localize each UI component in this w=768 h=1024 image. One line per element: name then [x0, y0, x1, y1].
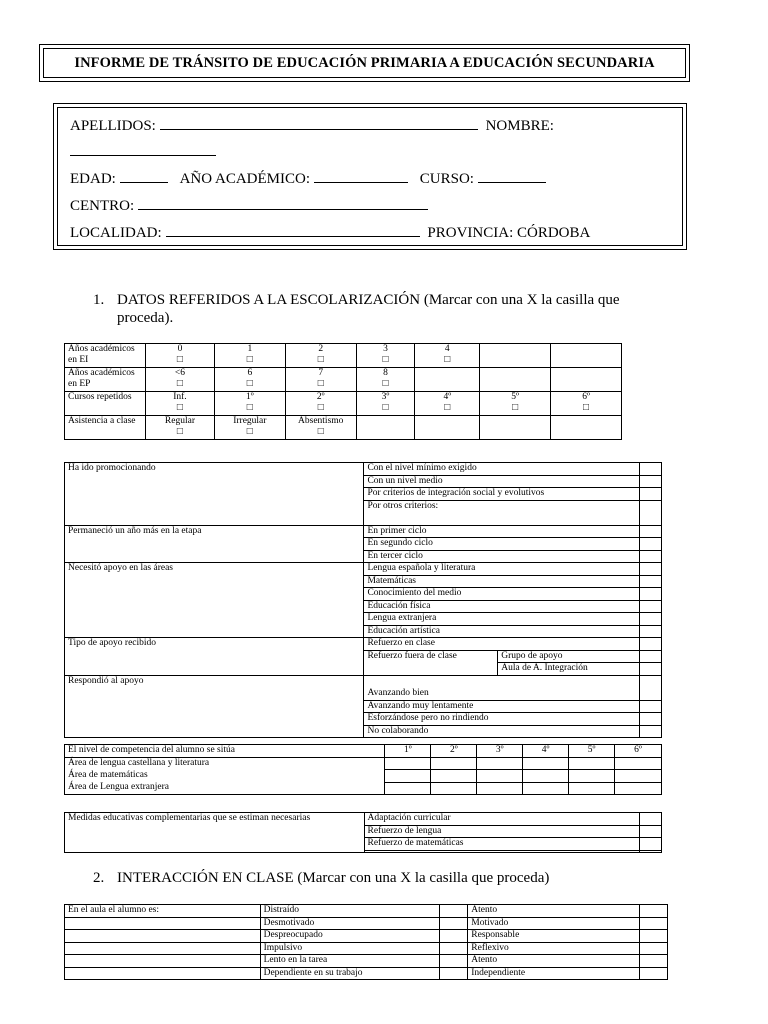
mark-cell[interactable]: [640, 538, 662, 551]
edad-label: EDAD:: [70, 171, 116, 187]
mark-cell[interactable]: [640, 838, 662, 851]
option-label: Por otros criterios:: [364, 500, 640, 513]
tipo-apoyo-label: Tipo de apoyo recibido: [65, 638, 364, 676]
option-label: Lento en la tarea: [260, 955, 440, 968]
mark-cell[interactable]: [385, 770, 431, 783]
mark-cell[interactable]: [640, 488, 662, 501]
localidad-row: [70, 222, 590, 242]
mark-cell[interactable]: [640, 563, 662, 576]
level-header: 4º: [523, 745, 569, 758]
mark-cell[interactable]: [640, 638, 662, 651]
ano-academico-field[interactable]: [314, 168, 408, 183]
mark-cell[interactable]: [640, 942, 668, 955]
checkbox[interactable]: □: [317, 378, 324, 389]
mark-cell[interactable]: [640, 955, 668, 968]
option-label: No colaborando: [364, 725, 640, 738]
checkbox[interactable]: □: [246, 354, 253, 365]
mark-cell[interactable]: [523, 782, 569, 795]
level-header: 1º: [385, 745, 431, 758]
option-label: Avanzando muy lentamente: [364, 700, 640, 713]
ha-ido-label: Ha ido promocionando: [65, 463, 364, 526]
mark-cell[interactable]: [640, 463, 662, 476]
mark-cell[interactable]: [640, 500, 662, 513]
respondio-label: Respondió al apoyo: [65, 675, 364, 738]
centro-row: [70, 195, 432, 215]
promotion-table: [64, 462, 662, 738]
mark-cell[interactable]: [569, 757, 615, 770]
mark-cell[interactable]: [640, 967, 668, 980]
curso-label: CURSO:: [419, 171, 474, 187]
mark-cell[interactable]: [640, 905, 668, 918]
mark-cell[interactable]: [440, 942, 468, 955]
checkbox[interactable]: □: [444, 402, 451, 413]
level-header: 3º: [477, 745, 523, 758]
area-label: Área de Lengua extranjera: [65, 782, 385, 795]
anos-ei-label: Años académicos en EI: [65, 344, 146, 368]
ano-academico-label: AÑO ACADÉMICO:: [179, 171, 311, 187]
mark-cell[interactable]: [640, 713, 662, 726]
mark-cell[interactable]: [477, 757, 523, 770]
edad-row: [70, 168, 550, 188]
option-label: Desmotivado: [260, 917, 440, 930]
checkbox[interactable]: □: [176, 402, 183, 413]
nombre-field-row: [70, 141, 220, 161]
mark-cell[interactable]: [440, 930, 468, 943]
option-label: Despreocupado: [260, 930, 440, 943]
option-label: Adaptación curricular: [364, 813, 640, 826]
mark-cell[interactable]: [569, 770, 615, 783]
provincia-label: PROVINCIA: CÓRDOBA: [427, 225, 591, 241]
mark-cell[interactable]: [615, 770, 662, 783]
interaction-table: [64, 904, 668, 980]
schooling-table: Años académicos en EI 0 □ 1 □ 2 □ 3 □ 4 □ Años académicos en EP <6 □ 6 □ 7 □ 8 □ Cursos repetidos Inf. □ 1º □ 2º □ 3º □ 4º □ 5º □ 6º □ Asistencia a clase Regular □ Irregular □ Absentismo □: [64, 343, 622, 440]
area-label: Área de matemáticas: [65, 770, 385, 783]
mark-cell[interactable]: [640, 650, 662, 663]
option-label: Educación física: [364, 600, 640, 613]
level-header: 2º: [431, 745, 477, 758]
option-label: Reflexivo: [468, 942, 640, 955]
mark-cell[interactable]: [640, 663, 662, 676]
option-label: Refuerzo de lengua: [364, 825, 640, 838]
mark-cell[interactable]: [640, 688, 662, 701]
cursos-repetidos-label: Cursos repetidos: [65, 392, 146, 416]
option-label: En primer ciclo: [364, 525, 640, 538]
mark-cell[interactable]: [640, 575, 662, 588]
checkbox[interactable]: □: [176, 354, 183, 365]
title-box: [39, 44, 690, 82]
mark-cell[interactable]: [640, 625, 662, 638]
mark-cell[interactable]: [640, 613, 662, 626]
level-header: 5º: [569, 745, 615, 758]
localidad-label: LOCALIDAD:: [70, 225, 162, 241]
nombre-label: NOMBRE:: [485, 118, 554, 134]
mark-cell[interactable]: [440, 905, 468, 918]
option-label: Conocimiento del medio: [364, 588, 640, 601]
option-label: Dependiente en su trabajo: [260, 967, 440, 980]
mark-cell[interactable]: [640, 825, 662, 838]
option-label: Distraído: [260, 905, 440, 918]
mark-cell[interactable]: [640, 725, 662, 738]
option-label: Motivado: [468, 917, 640, 930]
mark-cell[interactable]: [477, 782, 523, 795]
checkbox[interactable]: □: [246, 402, 253, 413]
option-label: Lengua extranjera: [364, 613, 640, 626]
mark-cell[interactable]: [615, 782, 662, 795]
anos-ep-label: Años académicos en EP: [65, 368, 146, 392]
competence-table: [64, 744, 662, 795]
mark-cell[interactable]: [431, 770, 477, 783]
mark-cell[interactable]: [640, 525, 662, 538]
page-title: INFORME DE TRÁNSITO DE EDUCACIÓN PRIMARIA A EDUCACIÓN SECUNDARIA: [43, 48, 686, 78]
checkbox[interactable]: □: [382, 354, 389, 365]
option-label: Atento: [468, 905, 640, 918]
option-label: Atento: [468, 955, 640, 968]
edad-field[interactable]: [120, 168, 168, 183]
mark-cell[interactable]: [385, 757, 431, 770]
apellidos-label: APELLIDOS:: [70, 118, 156, 134]
identification-box: [53, 103, 687, 250]
option-label: Por criterios de integración social y evolutivos: [364, 488, 640, 501]
measures-table: [64, 812, 662, 853]
option-label: Lengua española y literatura: [364, 563, 640, 576]
option-label: Matemáticas: [364, 575, 640, 588]
level-header: 6º: [615, 745, 662, 758]
option-label: Refuerzo de matemáticas: [364, 838, 640, 851]
mark-cell[interactable]: [640, 600, 662, 613]
checkbox[interactable]: □: [246, 378, 253, 389]
apellidos-field[interactable]: [160, 115, 478, 130]
checkbox[interactable]: □: [382, 378, 389, 389]
option-label: Con el nivel mínimo exigido: [364, 463, 640, 476]
mark-cell[interactable]: [640, 588, 662, 601]
mark-cell[interactable]: [640, 813, 662, 826]
interaction-label: En el aula el alumno es:: [65, 905, 261, 918]
nombre-field[interactable]: [70, 141, 216, 156]
checkbox[interactable]: □: [246, 426, 253, 437]
mark-cell[interactable]: [440, 917, 468, 930]
area-label: Área de lengua castellana y literatura: [65, 757, 385, 770]
measures-label: Medidas educativas complementarias que se estiman necesarias: [65, 813, 365, 853]
asistencia-label: Asistencia a clase: [65, 416, 146, 440]
centro-field[interactable]: [138, 195, 428, 210]
checkbox[interactable]: □: [176, 378, 183, 389]
option-label: Con un nivel medio: [364, 475, 640, 488]
checkbox[interactable]: □: [176, 426, 183, 437]
option-label: Independiente: [468, 967, 640, 980]
option-label: Grupo de apoyo: [498, 650, 640, 663]
mark-cell[interactable]: [431, 782, 477, 795]
option-label: Refuerzo en clase: [364, 638, 640, 651]
checkbox[interactable]: □: [317, 354, 324, 365]
option-label: Esforzándose pero no rindiendo: [364, 713, 640, 726]
mark-cell[interactable]: [440, 955, 468, 968]
checkbox[interactable]: □: [382, 402, 389, 413]
mark-cell[interactable]: [569, 782, 615, 795]
curso-field[interactable]: [478, 168, 546, 183]
mark-cell[interactable]: [640, 475, 662, 488]
apellidos-row: [70, 115, 554, 135]
mark-cell[interactable]: [640, 550, 662, 563]
mark-cell[interactable]: [640, 930, 668, 943]
option-label: En segundo ciclo: [364, 538, 640, 551]
competence-header: El nivel de competencia del alumno se sitúa: [65, 745, 385, 758]
checkbox[interactable]: □: [583, 402, 590, 413]
mark-cell[interactable]: [615, 757, 662, 770]
option-label: Aula de A. Integración: [498, 663, 640, 676]
mark-cell[interactable]: [440, 967, 468, 980]
checkbox[interactable]: □: [444, 354, 451, 365]
checkbox[interactable]: □: [512, 402, 519, 413]
mark-cell[interactable]: [477, 770, 523, 783]
centro-label: CENTRO:: [70, 198, 135, 214]
option-label: Educación artística: [364, 625, 640, 638]
mark-cell[interactable]: [640, 917, 668, 930]
option-label: Impulsivo: [260, 942, 440, 955]
necesito-label: Necesitó apoyo en las áreas: [65, 563, 364, 638]
section-1-title: DATOS REFERIDOS A LA ESCOLARIZACIÓN (Marcar con una X la casilla que proceda).: [117, 292, 620, 326]
checkbox[interactable]: □: [317, 426, 324, 437]
option-label: Refuerzo fuera de clase: [364, 650, 498, 675]
checkbox[interactable]: □: [317, 402, 324, 413]
option-label: Responsable: [468, 930, 640, 943]
mark-cell[interactable]: [385, 782, 431, 795]
mark-cell[interactable]: [523, 757, 569, 770]
localidad-field[interactable]: [166, 222, 420, 237]
option-label: En tercer ciclo: [364, 550, 640, 563]
section-2-title: INTERACCIÓN EN CLASE (Marcar con una X la casilla que proceda): [117, 870, 550, 886]
option-label: Avanzando bien: [364, 688, 640, 701]
mark-cell[interactable]: [431, 757, 477, 770]
permanecio-label: Permaneció un año más en la etapa: [65, 525, 364, 563]
mark-cell[interactable]: [640, 700, 662, 713]
mark-cell[interactable]: [523, 770, 569, 783]
